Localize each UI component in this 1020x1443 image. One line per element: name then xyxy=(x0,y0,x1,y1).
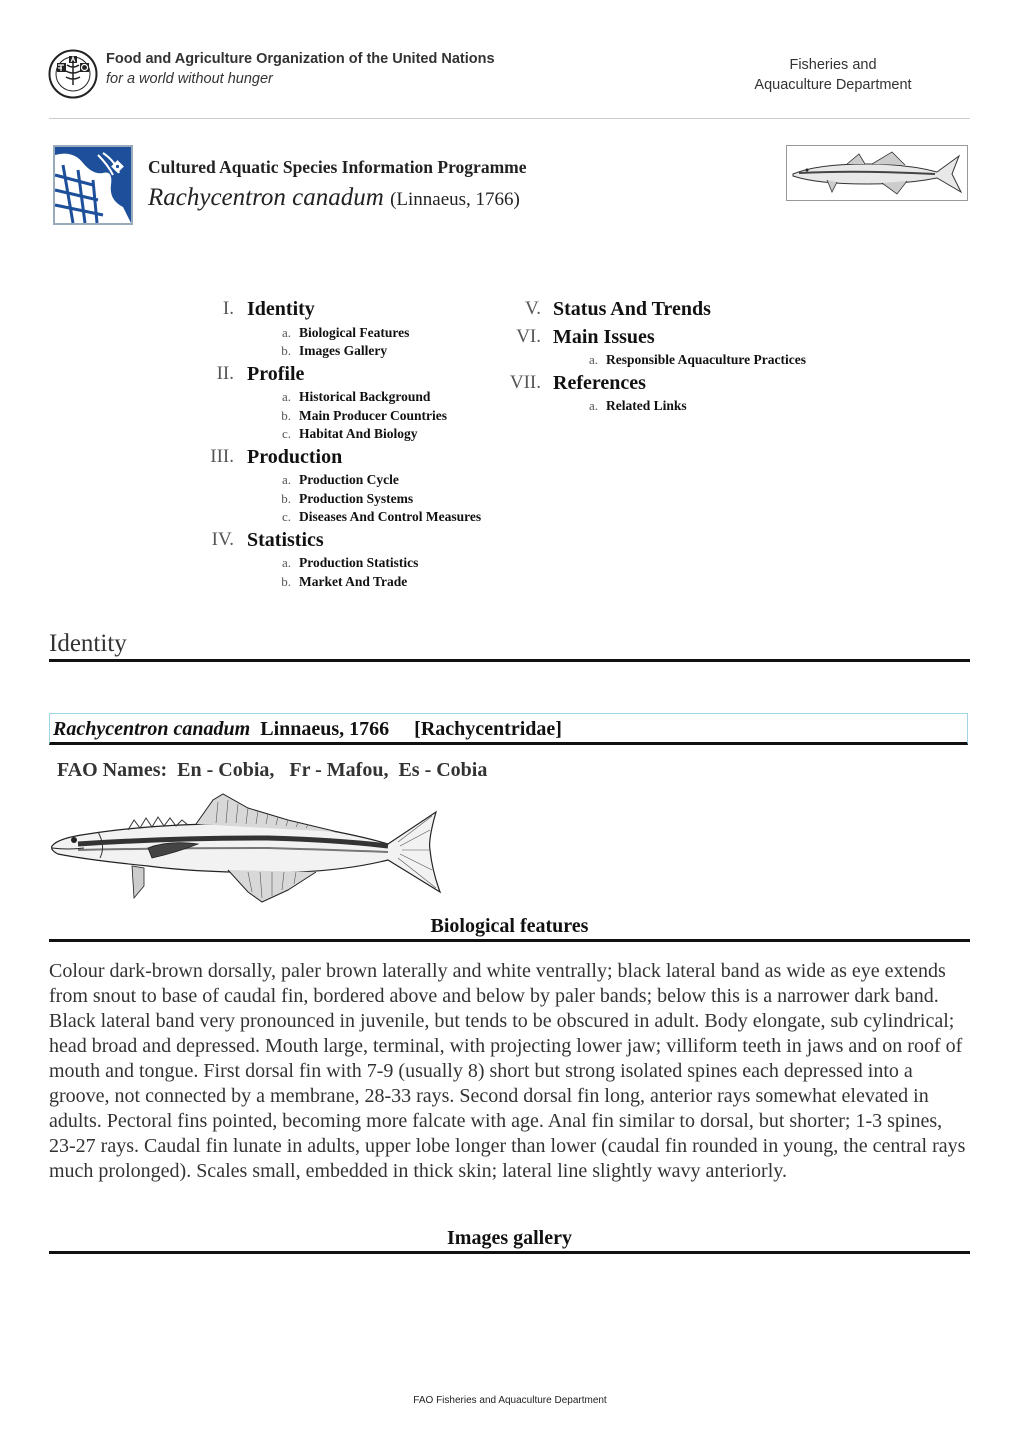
programme-title: Cultured Aquatic Species Information Programme xyxy=(148,157,527,177)
toc-letter: a. xyxy=(281,472,291,487)
page-footer: FAO Fisheries and Aquaculture Department xyxy=(413,1395,607,1406)
toc-letter: b. xyxy=(281,491,291,506)
toc-letter: b. xyxy=(281,343,291,358)
toc-letter: c. xyxy=(281,509,291,524)
toc-number: IV. xyxy=(211,529,234,550)
department-line-1: Fisheries and xyxy=(789,57,877,73)
toc-link-market-and-trade[interactable]: Market And Trade xyxy=(299,574,408,589)
toc-link-statistics[interactable]: Statistics xyxy=(247,529,324,551)
toc-link-related-links[interactable]: Related Links xyxy=(606,398,687,413)
toc-number: I. xyxy=(222,298,234,319)
toc-number: VI. xyxy=(516,326,541,347)
toc-letter: b. xyxy=(281,408,291,423)
species-authority: (Linnaeus, 1766) xyxy=(390,189,520,210)
biological-features-text: Colour dark-brown dorsally, paler brown laterally and white ventrally; black lateral band as wide as eye extends from snout to base of caudal fin, bordered above and below by paler bands; below this is a narrower dark band. Black lateral band very pronounced in juvenile, but tends to be obscured in adult. Body elongate, sub cylindrical; head broad and depressed. Mouth large, terminal, with projecting lower jaw; villiform teeth in jaws and on roof of mouth and tongue. First dorsal fin with 7-9 (usually 8) short but strong isolated spines each depressed into a groove, not connected by a membrane, 28-33 rays. Second dorsal fin long, anterior rays somewhat elevated in adults. Pectoral fins pointed, becoming more falcate with age. Anal fin similar to dorsal, but shorter; 1-3 spines, 23-27 rays. Caudal fin lunate in adults, upper lobe longer than lower (caudal fin rounded in young, the central rays much prolonged). Scales small, embedded in thick skin; lateral line slightly wavy anteriorly. xyxy=(49,960,966,1182)
toc-number: V. xyxy=(524,298,541,319)
scientific-authority-family: Linnaeus, 1766 [Rachycentridae] xyxy=(250,718,562,740)
cobia-illustration xyxy=(48,790,444,908)
toc-link-production-systems[interactable]: Production Systems xyxy=(299,491,414,506)
toc-letter: a. xyxy=(281,389,291,404)
toc-link-diseases-and-control-measures[interactable]: Diseases And Control Measures xyxy=(299,509,482,524)
toc-link-responsible-aquaculture-practices[interactable]: Responsible Aquaculture Practices xyxy=(606,352,806,367)
fao-logo xyxy=(48,49,98,99)
toc-number: III. xyxy=(210,446,234,467)
section-heading-identity: Identity xyxy=(49,630,127,657)
section-title-images-gallery: Images gallery xyxy=(447,1227,572,1249)
toc-link-historical-background[interactable]: Historical Background xyxy=(299,389,431,404)
toc-letter: a. xyxy=(588,398,598,413)
programme-logo xyxy=(53,145,133,225)
header-divider xyxy=(49,118,970,119)
section-rule xyxy=(49,939,970,942)
toc-number: II. xyxy=(216,363,234,384)
toc-letter: a. xyxy=(588,352,598,367)
toc-link-production-cycle[interactable]: Production Cycle xyxy=(299,472,399,487)
toc-letter: a. xyxy=(281,555,291,570)
fao-names: FAO Names: En - Cobia, Fr - Mafou, Es - Cobia xyxy=(57,759,488,781)
toc-link-production-statistics[interactable]: Production Statistics xyxy=(299,555,419,570)
toc-link-images-gallery[interactable]: Images Gallery xyxy=(299,343,388,358)
toc-letter: a. xyxy=(281,325,291,340)
toc-letter: b. xyxy=(281,574,291,589)
species-name: Rachycentron canadum xyxy=(148,184,384,211)
section-title-biological-features: Biological features xyxy=(430,915,589,937)
toc-link-identity[interactable]: Identity xyxy=(247,298,315,320)
species-title xyxy=(148,184,520,212)
toc-link-production[interactable]: Production xyxy=(247,446,343,468)
scientific-name-line xyxy=(53,718,562,741)
scientific-name: Rachycentron canadum xyxy=(53,718,251,740)
section-rule xyxy=(49,1251,970,1254)
toc-link-habitat-and-biology[interactable]: Habitat And Biology xyxy=(299,426,418,441)
department-line-2: Aquaculture Department xyxy=(754,77,912,93)
toc-link-status-and-trends[interactable]: Status And Trends xyxy=(553,298,711,320)
toc-number: VII. xyxy=(509,372,541,393)
toc-link-profile[interactable]: Profile xyxy=(247,363,305,385)
toc-link-main-issues[interactable]: Main Issues xyxy=(553,326,655,348)
department-name xyxy=(740,55,926,95)
toc-link-biological-features[interactable]: Biological Features xyxy=(299,325,410,340)
toc-link-references[interactable]: References xyxy=(553,372,646,394)
section-rule xyxy=(49,659,970,662)
org-motto: for a world without hunger xyxy=(106,71,273,87)
species-thumbnail[interactable] xyxy=(786,145,968,201)
org-name: Food and Agriculture Organization of the United Nations xyxy=(106,51,495,67)
toc-letter: c. xyxy=(281,426,291,441)
toc-link-main-producer-countries[interactable]: Main Producer Countries xyxy=(299,408,447,423)
